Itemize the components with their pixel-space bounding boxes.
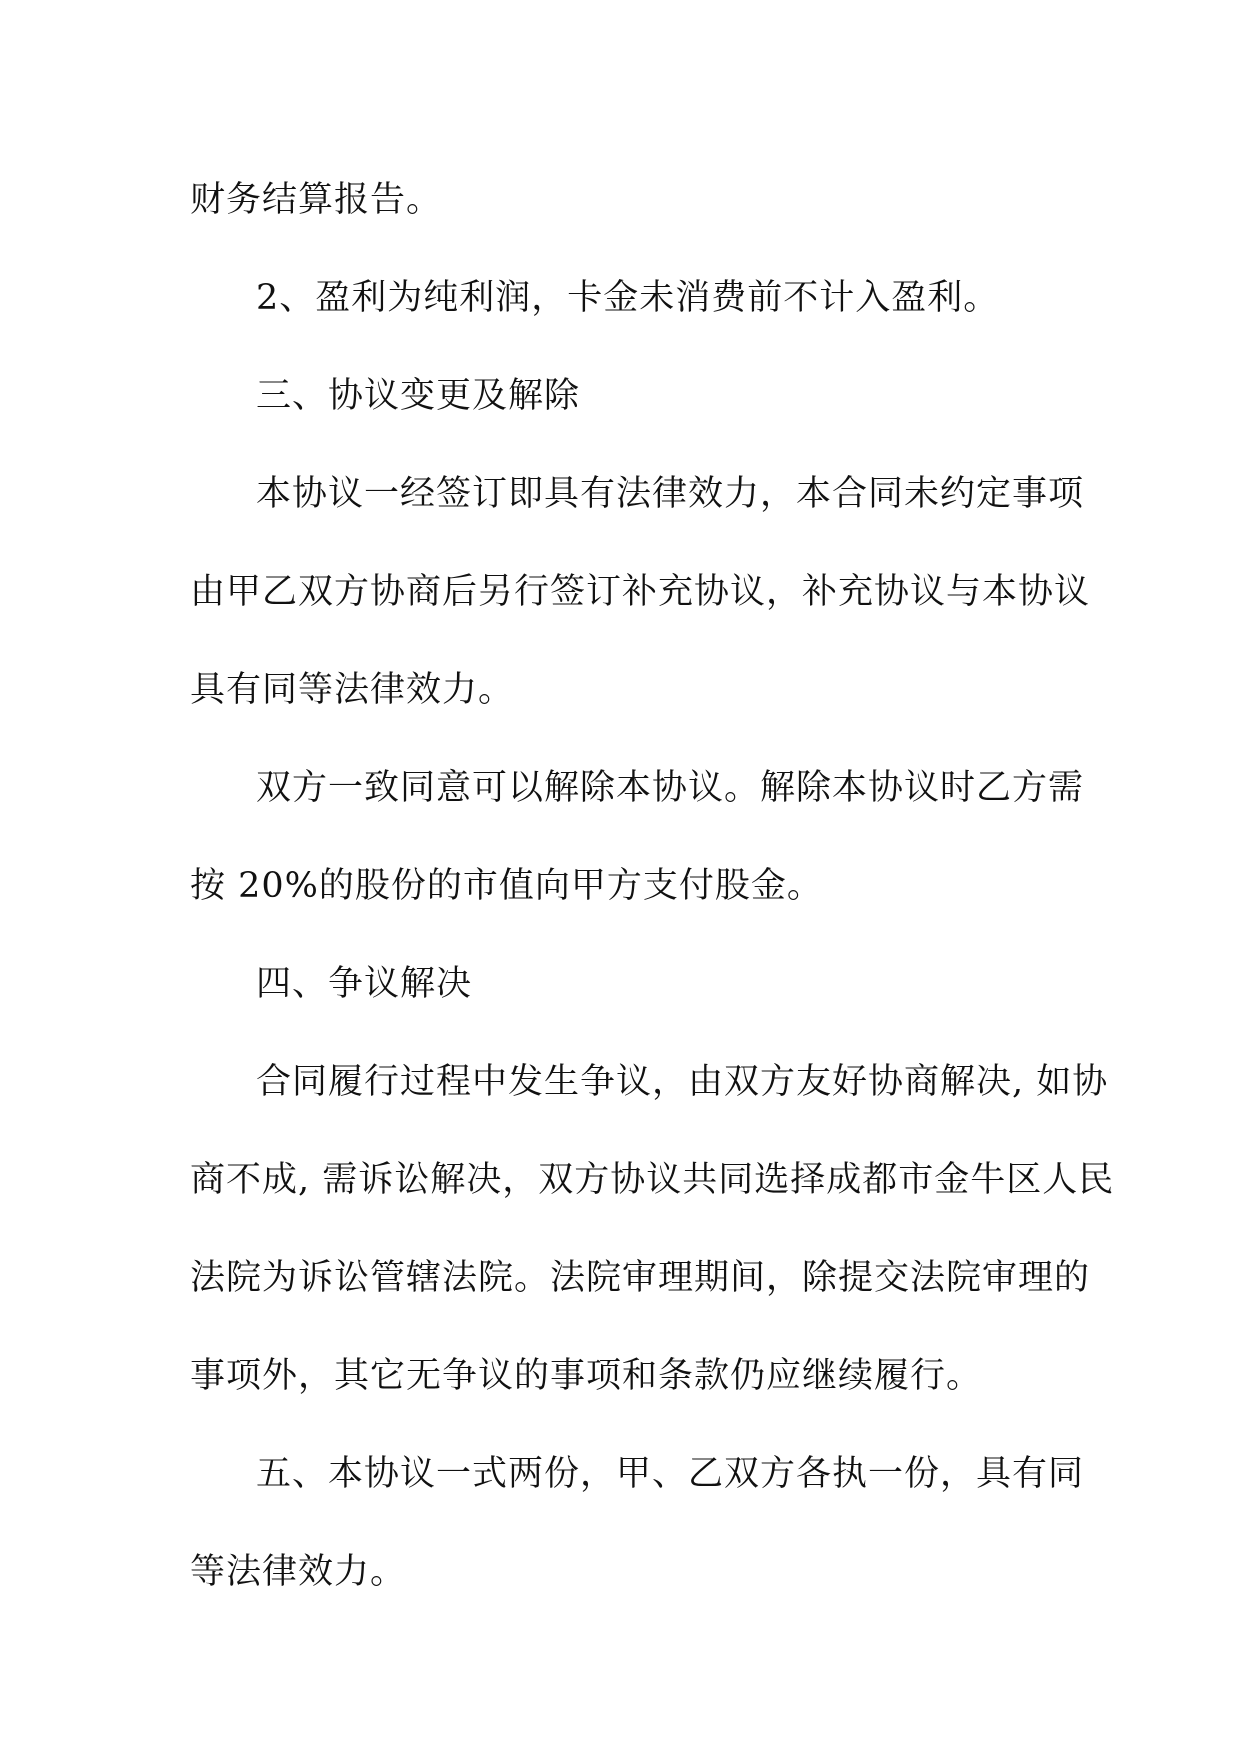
text-line-10: 合同履行过程中发生争议，由双方友好协商解决, 如协	[256, 1062, 1109, 1102]
text-line-7: 双方一致同意可以解除本协议。解除本协议时乙方需	[256, 768, 1085, 808]
text-line-13: 事项外，其它无争议的事项和条款仍应继续履行。	[190, 1356, 983, 1396]
text-line-8: 按 20%的股份的市值向甲方支付股金。	[190, 866, 823, 906]
section-heading-3: 三、协议变更及解除	[256, 376, 581, 416]
text-line-14: 五、本协议一式两份，甲、乙双方各执一份，具有同	[256, 1454, 1085, 1494]
text-line-11: 商不成, 需诉讼解决，双方协议共同选择成都市金牛区人民	[190, 1160, 1115, 1200]
text-line-5: 由甲乙双方协商后另行签订补充协议，补充协议与本协议	[190, 572, 1091, 612]
text-line-4: 本协议一经签订即具有法律效力，本合同未约定事项	[256, 474, 1085, 514]
text-line-12: 法院为诉讼管辖法院。法院审理期间，除提交法院审理的	[190, 1258, 1091, 1298]
text-line-6: 具有同等法律效力。	[190, 670, 515, 710]
text-line-15: 等法律效力。	[190, 1552, 407, 1592]
section-heading-4: 四、争议解决	[256, 964, 473, 1004]
text-line-2: 2、盈利为纯利润，卡金未消费前不计入盈利。	[256, 278, 1000, 318]
text-line-1: 财务结算报告。	[190, 180, 443, 220]
